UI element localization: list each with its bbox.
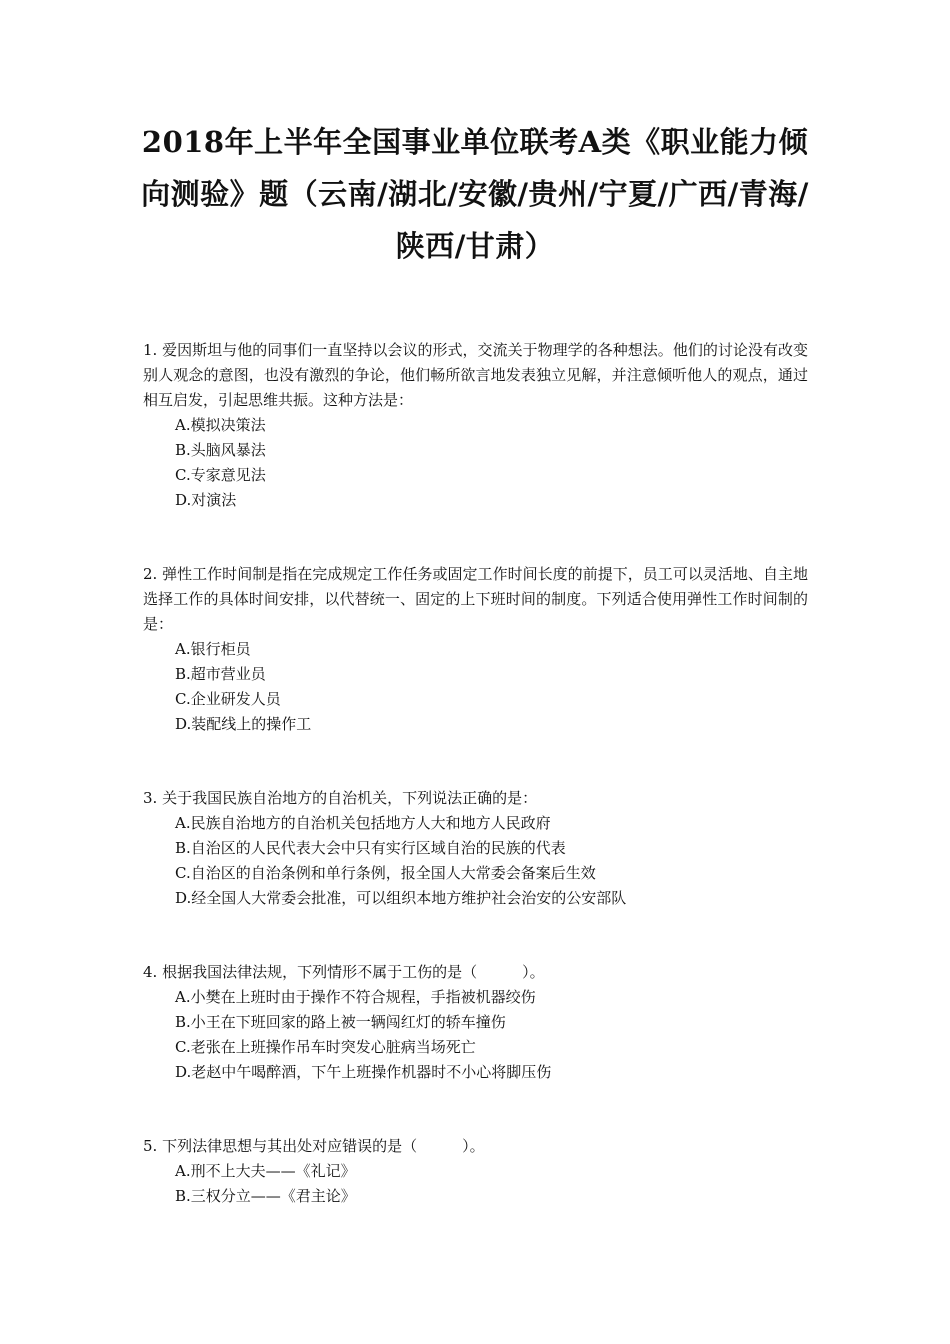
question-1 bbox=[143, 338, 808, 513]
option-d: D.经全国人大常委会批准，可以组织本地方维护社会治安的公安部队 bbox=[175, 889, 627, 907]
option-a: A.民族自治地方的自治机关包括地方人大和地方人民政府 bbox=[175, 814, 551, 832]
option-c: C.专家意见法 bbox=[175, 466, 266, 484]
question-stem: 1. 爱因斯坦与他的同事们一直坚持以会议的形式，交流关于物理学的各种想法。他们的讨论没有改变别人观念的意图，也没有激烈的争论，他们畅所欲言地发表独立见解，并注意倾听他人的观点，通过相互启发，引起思维共振。这种方法是： bbox=[143, 341, 808, 409]
option-b: B.超市营业员 bbox=[175, 665, 266, 683]
option-a: A.小樊在上班时由于操作不符合规程，手指被机器绞伤 bbox=[175, 988, 536, 1006]
option-b: B.三权分立——《君主论》 bbox=[175, 1187, 356, 1205]
option-d: D.对演法 bbox=[175, 491, 237, 509]
option-b: B.自治区的人民代表大会中只有实行区域自治的民族的代表 bbox=[175, 839, 566, 857]
option-b: B.头脑风暴法 bbox=[175, 441, 266, 459]
question-stem: 4. 根据我国法律法规，下列情形不属于工伤的是（ ）。 bbox=[143, 963, 545, 981]
question-stem: 3. 关于我国民族自治地方的自治机关，下列说法正确的是： bbox=[143, 789, 538, 807]
option-b: B.小王在下班回家的路上被一辆闯红灯的轿车撞伤 bbox=[175, 1013, 506, 1031]
option-a: A.刑不上大夫——《礼记》 bbox=[175, 1162, 356, 1180]
question-3 bbox=[143, 786, 808, 911]
option-a: A.模拟决策法 bbox=[175, 416, 266, 434]
question-stem: 5. 下列法律思想与其出处对应错误的是（ ）。 bbox=[143, 1137, 485, 1155]
question-2 bbox=[143, 562, 808, 737]
question-4 bbox=[143, 960, 808, 1085]
page-title: 2018年上半年全国事业单位联考A类《职业能力倾向测验》题（云南/湖北/安徽/贵州/宁夏/广西/青海/陕西/甘肃） bbox=[141, 125, 809, 263]
option-d: D.老赵中午喝醉酒，下午上班操作机器时不小心将脚压伤 bbox=[175, 1063, 552, 1081]
option-c: C.企业研发人员 bbox=[175, 690, 281, 708]
question-stem: 2. 弹性工作时间制是指在完成规定工作任务或固定工作时间长度的前提下，员工可以灵活地、自主地选择工作的具体时间安排，以代替统一、固定的上下班时间的制度。下列适合使用弹性工作时间制的是： bbox=[143, 565, 808, 633]
option-c: C.自治区的自治条例和单行条例，报全国人大常委会备案后生效 bbox=[175, 864, 596, 882]
question-5 bbox=[143, 1134, 808, 1209]
option-a: A.银行柜员 bbox=[175, 640, 251, 658]
option-c: C.老张在上班操作吊车时突发心脏病当场死亡 bbox=[175, 1038, 476, 1056]
option-d: D.装配线上的操作工 bbox=[175, 715, 312, 733]
